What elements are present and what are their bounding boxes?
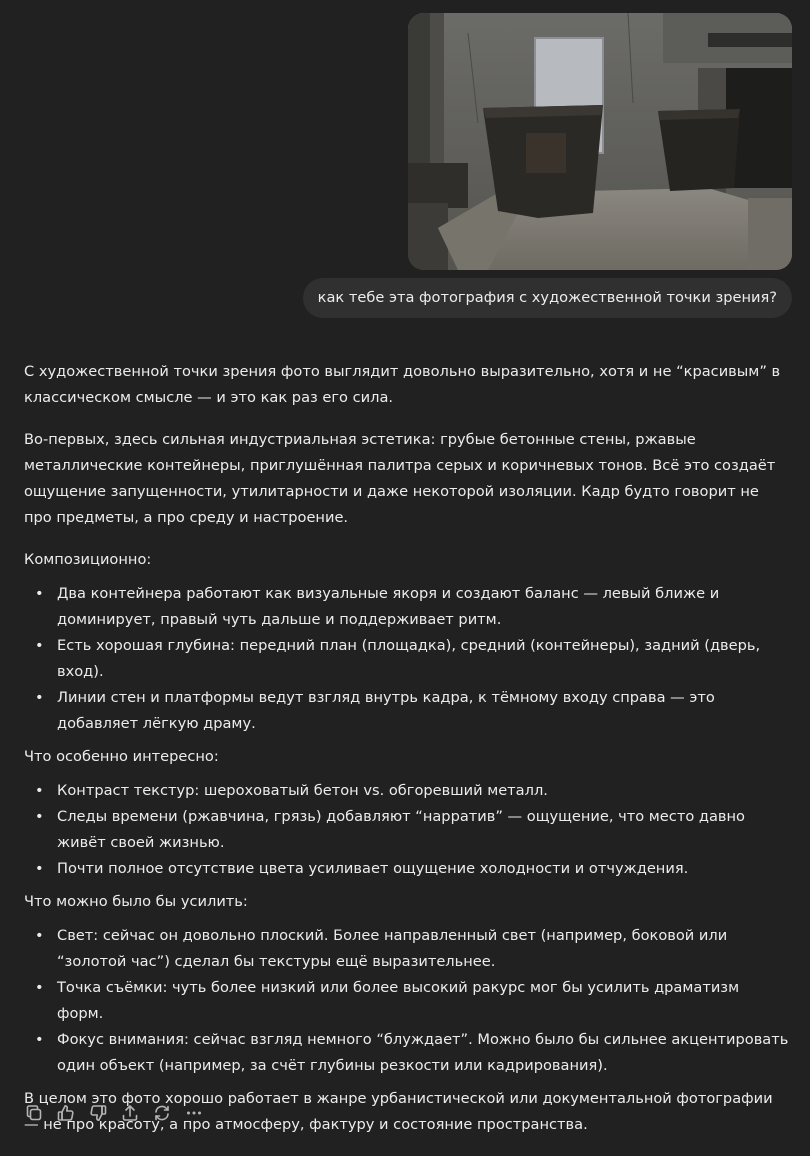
interesting-heading: Что особенно интересно: — [24, 748, 219, 765]
list-item: • Линии стен и платформы ведут взгляд внутрь кадра, к тёмному входу справа — это добавляет лёгкую драму. — [57, 685, 790, 737]
assistant-message — [24, 359, 790, 1154]
thumbs-down-button[interactable] — [86, 1100, 118, 1126]
bullet-icon: • — [35, 585, 44, 602]
bullet-icon: • — [35, 927, 44, 944]
user-attached-photo[interactable] — [408, 13, 792, 270]
bullet-icon: • — [35, 979, 44, 996]
composition-list — [24, 581, 790, 737]
copy-button[interactable] — [22, 1100, 54, 1126]
photo-thumbnail — [408, 13, 792, 270]
regenerate-icon — [152, 1103, 172, 1123]
bullet-icon: • — [35, 808, 44, 825]
copy-icon — [24, 1103, 44, 1123]
list-item: • Следы времени (ржавчина, грязь) добавляют “нарратив” — ощущение, что место давно живёт своей жизнью. — [57, 804, 790, 856]
more-button[interactable] — [182, 1100, 214, 1126]
bullet-icon: • — [35, 637, 44, 654]
answer-aesthetic: Во-первых, здесь сильная индустриальная эстетика: грубые бетонные стены, ржавые металлические контейнеры, приглушённая палитра серых и коричневых тонов. Всё это создаёт ощущение запущенности, утилитарности и даже некоторой изоляции. Кадр будто говорит не про предметы, а про среду и настроение. — [24, 431, 776, 526]
answer-intro: С художественной точки зрения фото выглядит довольно выразительно, хотя и не “красивым” в классическом смысле — и это как раз его сила. — [24, 363, 781, 406]
list-item: • Точка съёмки: чуть более низкий или более высокий ракурс мог бы усилить драматизм форм. — [57, 975, 790, 1027]
more-icon — [184, 1103, 204, 1123]
list-item: • Есть хорошая глубина: передний план (площадка), средний (контейнеры), задний (дверь, вход). — [57, 633, 790, 685]
message-actions — [22, 1100, 214, 1126]
list-item: • Почти полное отсутствие цвета усиливает ощущение холодности и отчуждения. — [57, 856, 790, 882]
answer-conclusion: В целом это фото хорошо работает в жанре урбанистической или документальной фотографии — не про красоту, а про атмосферу, фактуру и состояние пространства. — [24, 1090, 773, 1133]
improve-list — [24, 923, 790, 1079]
regenerate-button[interactable] — [150, 1100, 182, 1126]
thumbs-up-icon — [56, 1103, 76, 1123]
list-item: • Два контейнера работают как визуальные якоря и создают баланс — левый ближе и доминирует, правый чуть дальше и поддерживает ритм. — [57, 581, 790, 633]
composition-heading: Композиционно: — [24, 551, 152, 568]
bullet-icon: • — [35, 860, 44, 877]
thumbs-up-button[interactable] — [54, 1100, 86, 1126]
share-button[interactable] — [118, 1100, 150, 1126]
improve-heading: Что можно было бы усилить: — [24, 893, 248, 910]
list-item: • Контраст текстур: шероховатый бетон vs. обгоревший металл. — [57, 778, 790, 804]
user-message-bubble: как тебе эта фотография с художественной точки зрения? — [303, 278, 792, 318]
bullet-icon: • — [35, 782, 44, 799]
list-item: • Свет: сейчас он довольно плоский. Более направленный свет (например, боковой или “золотой час”) сделал бы текстуры ещё выразительнее. — [57, 923, 790, 975]
share-icon — [120, 1103, 140, 1123]
bullet-icon: • — [35, 689, 44, 706]
list-item: • Фокус внимания: сейчас взгляд немного “блуждает”. Можно было бы сильнее акцентировать один объект (например, за счёт глубины резкости или кадрирования). — [57, 1027, 790, 1079]
interesting-list — [24, 778, 790, 882]
thumbs-down-icon — [88, 1103, 108, 1123]
bullet-icon: • — [35, 1031, 44, 1048]
